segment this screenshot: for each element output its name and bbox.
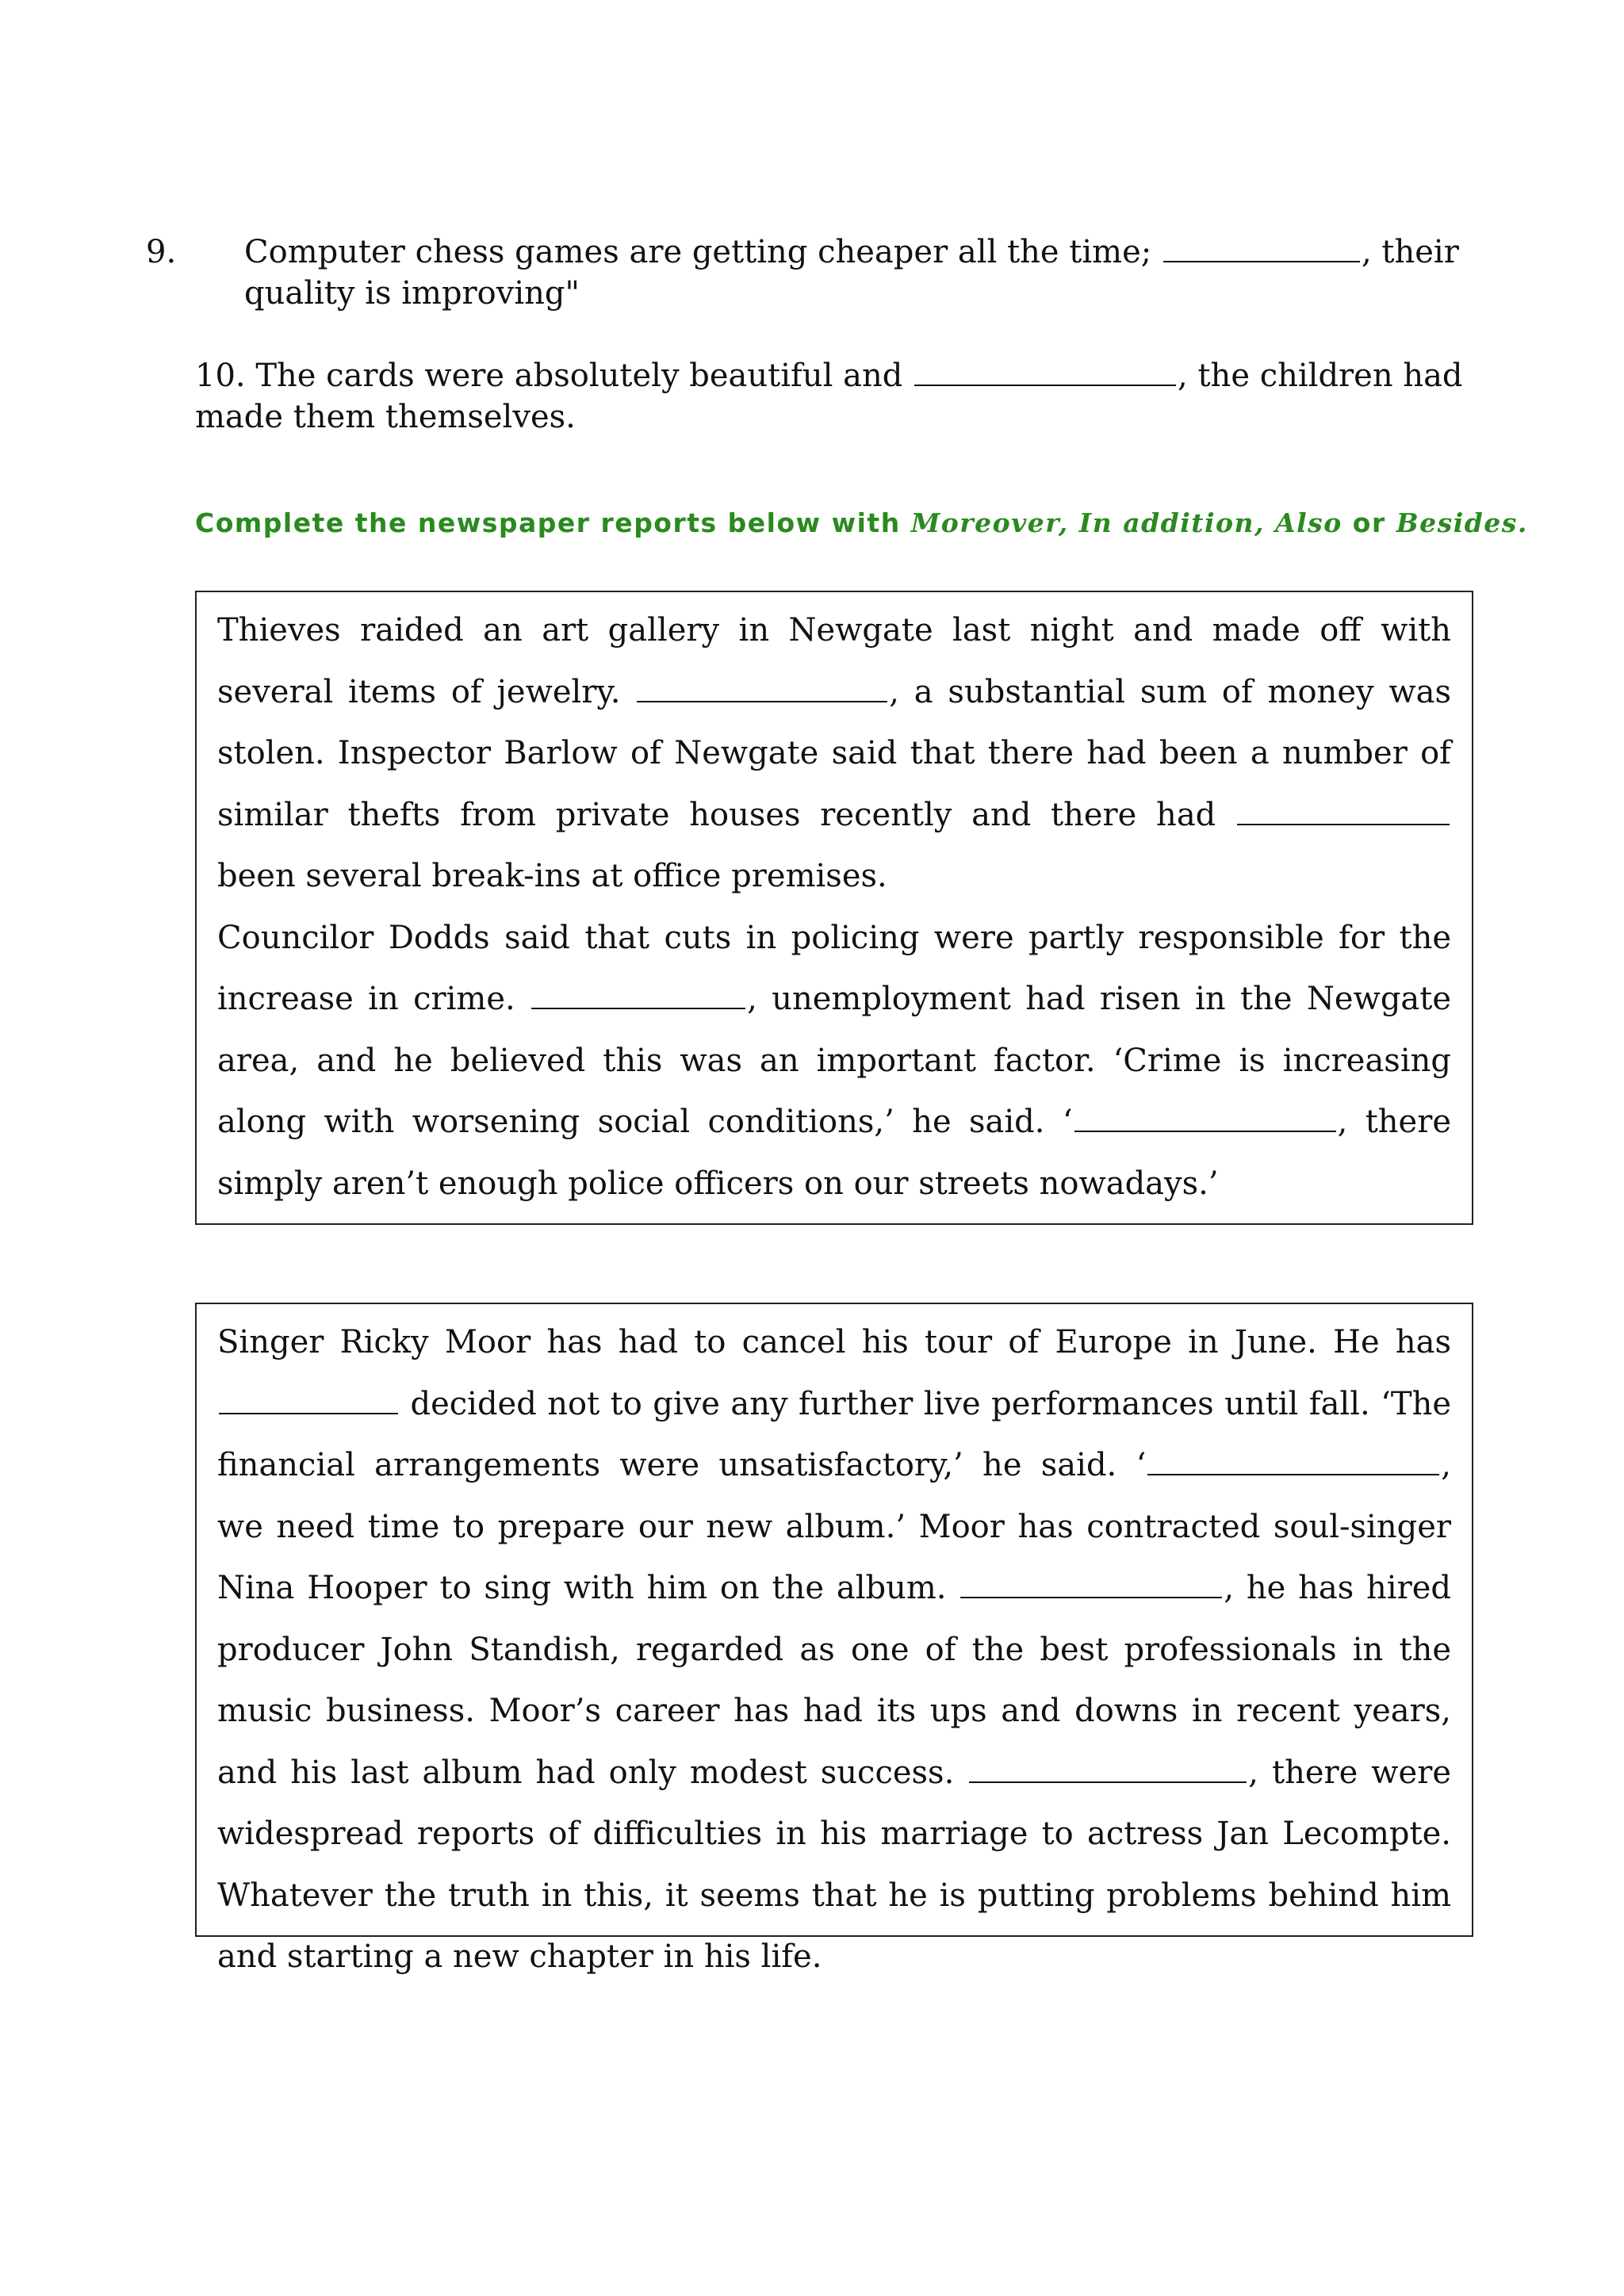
instruction-word-besides: Besides. bbox=[1396, 507, 1528, 538]
report-text: , he has hired producer John Standish, regarded as one of the best professionals in the music business. Moor’s career has had its ups and downs in recent years, and his last album had only modest success. bbox=[217, 1570, 1451, 1791]
answer-blank[interactable] bbox=[914, 358, 1176, 386]
answer-blank[interactable] bbox=[1163, 234, 1360, 262]
exercise-number: 10. bbox=[195, 358, 246, 394]
answer-blank[interactable] bbox=[637, 674, 887, 702]
answer-blank[interactable] bbox=[219, 1386, 398, 1414]
instruction-word-in-addition: In addition, bbox=[1078, 507, 1266, 538]
exercise-10 bbox=[195, 355, 1475, 438]
answer-blank[interactable] bbox=[531, 981, 745, 1009]
exercise-number: 9. bbox=[146, 234, 177, 270]
news-report-2 bbox=[195, 1303, 1473, 1975]
report-text: , we need time to prepare our new album.’ Moor has contracted soul-singer Nina Hooper to sing with him on the album. bbox=[217, 1447, 1451, 1606]
answer-blank[interactable] bbox=[1147, 1447, 1439, 1475]
report-paragraph bbox=[217, 1312, 1451, 1988]
report-text: been several break-ins at office premises. bbox=[217, 858, 887, 894]
news-report-1 bbox=[195, 591, 1473, 1225]
report-text: , unemployment had risen in the Newgate area, and he believed this was an important factor. ‘Crime is increasing along with worsening social conditions,’ he said. ‘ bbox=[217, 981, 1452, 1140]
instruction-word-moreover: Moreover, bbox=[910, 507, 1069, 538]
answer-blank[interactable] bbox=[960, 1570, 1222, 1598]
report-text: Singer Ricky Moor has had to cancel his tour of Europe in June. He has bbox=[217, 1324, 1451, 1360]
report-text: decided not to give any further live performances until fall. ‘The financial arrangements were unsatisfactory,’ he said. ‘ bbox=[217, 1385, 1452, 1483]
exercise-text-after: , their quality is improving" bbox=[244, 234, 1459, 312]
exercise-text-before: Computer chess games are getting cheaper all the time; bbox=[244, 234, 1152, 270]
exercise-text-after: , the children had made them themselves. bbox=[195, 358, 1463, 435]
instruction-prefix: Complete the newspaper reports below with bbox=[195, 507, 901, 538]
report-text: , there were widespread reports of difficulties in his marriage to actress Jan Lecompte. Whatever the truth in this, it seems that he is putting problems behind him and starting a new chapter in his life. bbox=[217, 1754, 1451, 1975]
report-paragraph bbox=[217, 908, 1451, 1215]
instruction-joiner: or bbox=[1352, 507, 1386, 538]
report-text: , a substantial sum of money was stolen. Inspector Barlow of Newgate said that there had been a number of similar thefts from private houses recently and there had bbox=[217, 673, 1452, 833]
answer-blank[interactable] bbox=[969, 1755, 1247, 1783]
report-text: , there simply aren’t enough police officers on our streets nowadays.’ bbox=[217, 1104, 1451, 1202]
instruction bbox=[195, 507, 1543, 538]
report-text: Thieves raided an art gallery in Newgate last night and made off with several items of jewelry. bbox=[217, 612, 1451, 710]
report-text: Councilor Dodds said that cuts in policing were partly responsible for the increase in crime. bbox=[217, 919, 1451, 1017]
report-paragraph bbox=[217, 600, 1451, 908]
exercise-text-before: The cards were absolutely beautiful and bbox=[255, 358, 903, 394]
instruction-word-also: Also bbox=[1275, 507, 1342, 538]
exercise-9 bbox=[146, 232, 1524, 314]
answer-blank[interactable] bbox=[1237, 797, 1450, 825]
answer-blank[interactable] bbox=[1074, 1104, 1336, 1132]
